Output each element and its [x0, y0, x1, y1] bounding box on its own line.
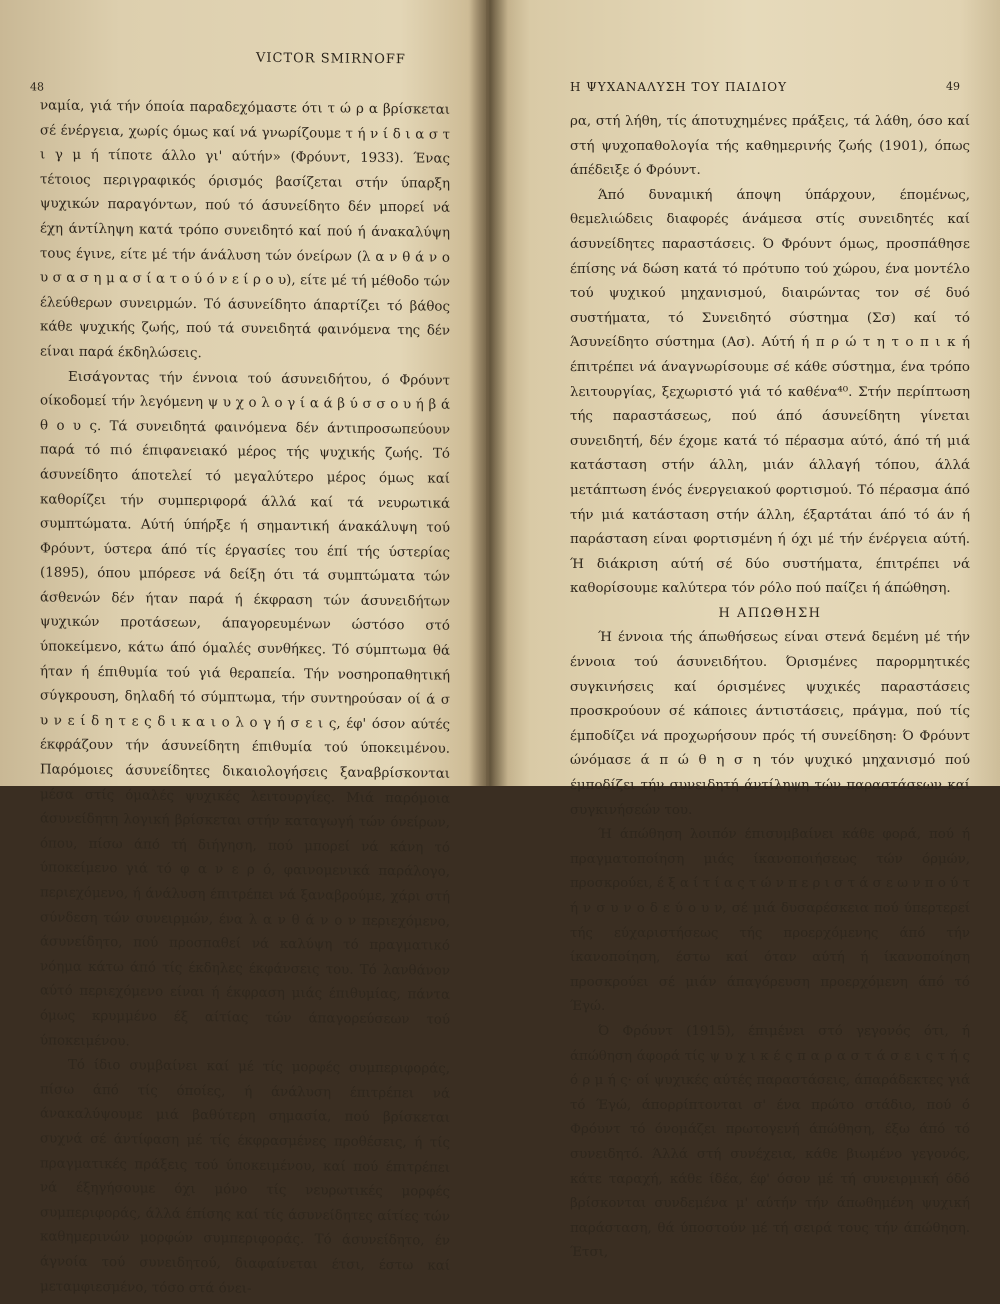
paragraph: Άπό δυναμική άποψη ύπάρχουν, έπομένως, θεμελιώδεις διαφορές άνάμεσα στίς συνειδητές καί άσυνείδητες παραστάσεις. Ό Φρόυντ όμως, προσπάθησε έπίσης νά δώση κατά τό πρότυπο τού χώρου, ένα μοντέλο τού ψυχικού μηχανισμού, διαιρώντας τον σέ δυό συστήματα, τό Συνειδητό σύστημα (Σσ) καί τό Άσυνείδητο σύστημα (Ασ). Αύτή ή π ρ ώ τ η τ ο π ι κ ή έπιτρέπει νά άναγνωρίσουμε σέ κάθε σύστημα, ένα τρόπο λειτουργίας, ξεχωριστό γιά τό καθένα⁴⁰. Στήν περίπτωση τής παραστάσεως, πού άπό άσυνείδητη γίνεται συνειδητή, δέν έχομε κατά τό πέρασμα αύτό, άπό τή μιά κατάσταση στήν άλλη, μιάν άλλαγή τόπου, άλλά μετάπτωση ένός ένεργειακού φορτισμού. Τό πέρασμα άπό τήν μιά κατάσταση στήν άλλη, έξαρτάται άπό τό άν ή παράσταση είναι φορτισμένη ή όχι μέ τήν ένέργεια αύτή. Ή διάκριση αύτή σέ δύο συστήματα, έπιτρέπει νά καθορίσουμε καλύτερα τόν ρόλο πού παίζει ή άπώθηση. [570, 187, 970, 597]
paragraph: Ό Φρόυντ (1915), έπιμένει στό γεγονός ότι, ή άπώθηση άφορά τίς ψ υ χ ι κ έ ς π α ρ α σ τ ά σ ε ι ς τ ή ς ό ρ μ ή ς· οί ψυχικές αύτές παραστάσεις, άπαράδεκτες γιά τό Έγώ, άπορρίπτονται σ' ένα πρώτο στάδιο, πού ό Φρόυντ τό όνομάζει πρωτογενή άπώθηση, έξω άπό τό συνειδητό. Άλλά στή συνέχεια, κάθε βιωμένο γεγονός, κάτε ταραχή, κάθε ίδέα, έφ' όσον μέ τή συνειρμική όδό βρίσκονται συνδεμένα μ' αύτήν τήν άπωθημένη ψυχική παράσταση, θά ύποστούν μέ τή σειρά τους τήν άπώθηση. Έτσι, [570, 1023, 970, 1261]
paragraph: ρα, στή λήθη, τίς άποτυχημένες πράξεις, τά λάθη, όσο καί στή ψυχοπαθολογία τής καθημερινής ζωής (1901), όπως άπέδειξε ό Φρόυντ. [570, 114, 970, 179]
paragraph: ναμία, γιά τήν όποία παραδεχόμαστε ότι τ ώ ρ α βρίσκεται σέ ένέργεια, χωρίς όμως καί νά γνωρίζουμε τ ή ν ί δ ι α σ τ ι γ μ ή τίποτε άλλο γι' αύτήν» (Φρόυντ, 1933). Ένας τέτοιος περιγραφικός όρισμός βασίζεται στήν ύπαρξη ψυχικών παραγόντων, πού τό άσυνείδητο δέν μπορεί νά έχη άντίληψη κατά τρόπο συνειδητό καί πού ή άνακαλύψη τους έγινε, είτε μέ τήν άνάλυση τών όνείρων (λ α ν θ ά ν ο υ σ α σ η μ α σ ί α τ ο ύ ό ν ε ί ρ ο υ), είτε μέ τή μέθοδο τών έλεύθερων συνειρμών. Τό άσυνείδητο άπαρτίζει τό βάθος κάθε ψυχικής ζωής, πού τά συνειδητά φαινόμενα της δέν είναι παρά έκδηλώσεις. [40, 98, 450, 362]
gutter-shadow [468, 0, 508, 786]
left-running-head: VICTOR SMIRNOFF [256, 50, 406, 68]
paragraph: Τό ίδιο συμβαίνει καί μέ τίς μορφές συμπεριφοράς, πίσω άπό τίς όποίες, ή άνάλυση έπιτρέπει νά άνακαλύψουμε μιά βαθύτερη σημασία, πού βρίσκεται συχνά σέ άντίφαση μέ τίς έκφρασμένες προθέσεις, ή τίς πραγματικές πράξεις τού ύποκειμένου, καί πού έπιτρέπει νά έξηγήσουμε όχι μόνο τίς νευρωτικές μορφές συμπεριφοράς, άλλά έπίσης καί τίς άσυνείδητες αίτίες τών καθημερινών μορφών συμπεριφοράς. Τό άσυνείδητο, έν άγνοία τού συνειδητού, διαφαίνεται έτσι, έστω καί μεταμφιεσμένο, τόσο στά όνει- [40, 1057, 450, 1297]
paragraph: Ή άπώθηση λοιπόν έπισυμβαίνει κάθε φορά, πού ή πραγματοποίηση μιάς ίκανοποιήσεως τών όρμών, προσκρούει, έ ξ α ί τ ί α ς τ ώ ν π ε ρ ι σ τ ά σ ε ω ν π ο ύ τ ή ν σ υ ν ο δ ε ύ ο υ ν, σέ μιά δυσαρέσκεια πού ύπερτερεί τής εύχαριστήσεως τής προερχόμενης άπό τήν ίκανοποίηση, έστω καί όταν αύτή ή ίκανοποίηση προσκρούει σέ μιάν άπαγόρευση προερχόμενη άπό τό Έγώ. [570, 827, 970, 1015]
left-page [0, 0, 486, 1297]
right-page [500, 0, 1000, 1261]
paragraph: Ή έννοια τής άπωθήσεως είναι στενά δεμένη μέ τήν έννοια τού άσυνειδήτου. Όρισμένες παρορμητικές συγκινήσεις καί όρισμένες ψυχικές παραστάσεις προσκρούουν σέ κάποιες άντιστάσεις, πράγμα, πού τίς έμποδίζει νά προχωρήσουν πρός τή συνείδηση: Ό Φρόυντ ώνόμασε ά π ώ θ η σ η τόν ψυχικό μηχανισμό πού έμποδίζει τήν συνειδητή άντίληψη τών παραστάσεων καί συγκινήσεών του. [570, 630, 970, 818]
left-page-number: 48 [30, 80, 44, 94]
left-body-text [40, 94, 450, 1303]
right-page-number: 49 [946, 80, 960, 93]
book-fold [486, 0, 488, 786]
paragraph: Εισάγοντας τήν έννοια τού άσυνειδήτου, ό Φρόυντ οίκοδομεί τήν λεγόμενη ψ υ χ ο λ ο γ ί α ά β ύ σ σ ο υ ή β ά θ ο υ ς. Τά συνειδητά φαινόμενα δέν άντιπροσωπεύουν παρά τό πιό έπιφανειακό μέρος τής ψυχικής ζωής. Τό άσυνείδητο άποτελεί τό μεγαλύτερο μέρος όμως καί καθορίζει τήν συμπεριφορά άλλά καί τά νευρωτικά συμπτώματα. Αύτή ύπήρξε ή σημαντική άνακάλυψη τού Φρόυντ, ύστερα άπό τίς έργασίες του έπί τής ύστερίας (1895), όπου μπόρεσε νά δείξη ότι τά συμπτώματα τών άσθενών δέν ήταν παρά ή έκφραση τών άσυνειδήτων ψυχικών προτάσεων, άπαγορευμένων ώστόσο στό ύποκείμενο, κάτω άπό όμαλές συνθήκες. Τό σύμπτωμα θά ήταν ή έπιθυμία τού γιά θεραπεία. Τήν νοσηροπαθητική σύγκρουση, δηλαδή τό σύμπτωμα, τήν συντηρούσαν οί ά σ υ ν ε ί δ η τ ε ς δ ι κ α ι ο λ ο γ ή σ ε ι ς, έφ' όσον αύτές έκφράζουν τήν άσυνείδητη έπιθυμία τού ύποκειμένου. Παρόμοιες άσυνείδητες δικαιολογήσεις ξαναβρίσκονται μέσα στίς όμαλές ψυχικές λειτουργίες. Μιά παρόμοια άσυνείδητη λογική βρίσκεται στήν καταγωγή τών όνείρων, όπου, πίσω άπό τή διήγηση, πού μπορεί νά κάνη τό ύποκείμενο γιά τό φ α ν ε ρ ό, φαινομενικά παράλογο, περιεχόμενο, ή άνάλυση έπιτρέπει νά ξαναβρούμε, χάρι στή σύνδεση τών συνειρμών, ένα λ α ν θ ά ν ο ν περιεχόμενο, άσυνείδητο, πού προσπαθεί νά καλύψη τό πραγματικό νόημα κάτω άπό τίς έκδηλες έκφάνσεις του. Τό λανθάνον αύτό περιεχόμενο είναι ή έκφραση μιάς έπιθυμίας, πάντα όμως κρυμμένο έξ αίτίας τών άπαγορεύσεων τού ύποκειμένου. [40, 369, 450, 1049]
right-body-text [570, 110, 970, 1266]
section-title: Η ΑΠΩΘΗΣΗ [718, 605, 822, 621]
right-running-head: Η ΨΥΧΑΝΑΛΥΣΗ ΤΟΥ ΠΑΙΔΙΟΥ [570, 80, 788, 94]
